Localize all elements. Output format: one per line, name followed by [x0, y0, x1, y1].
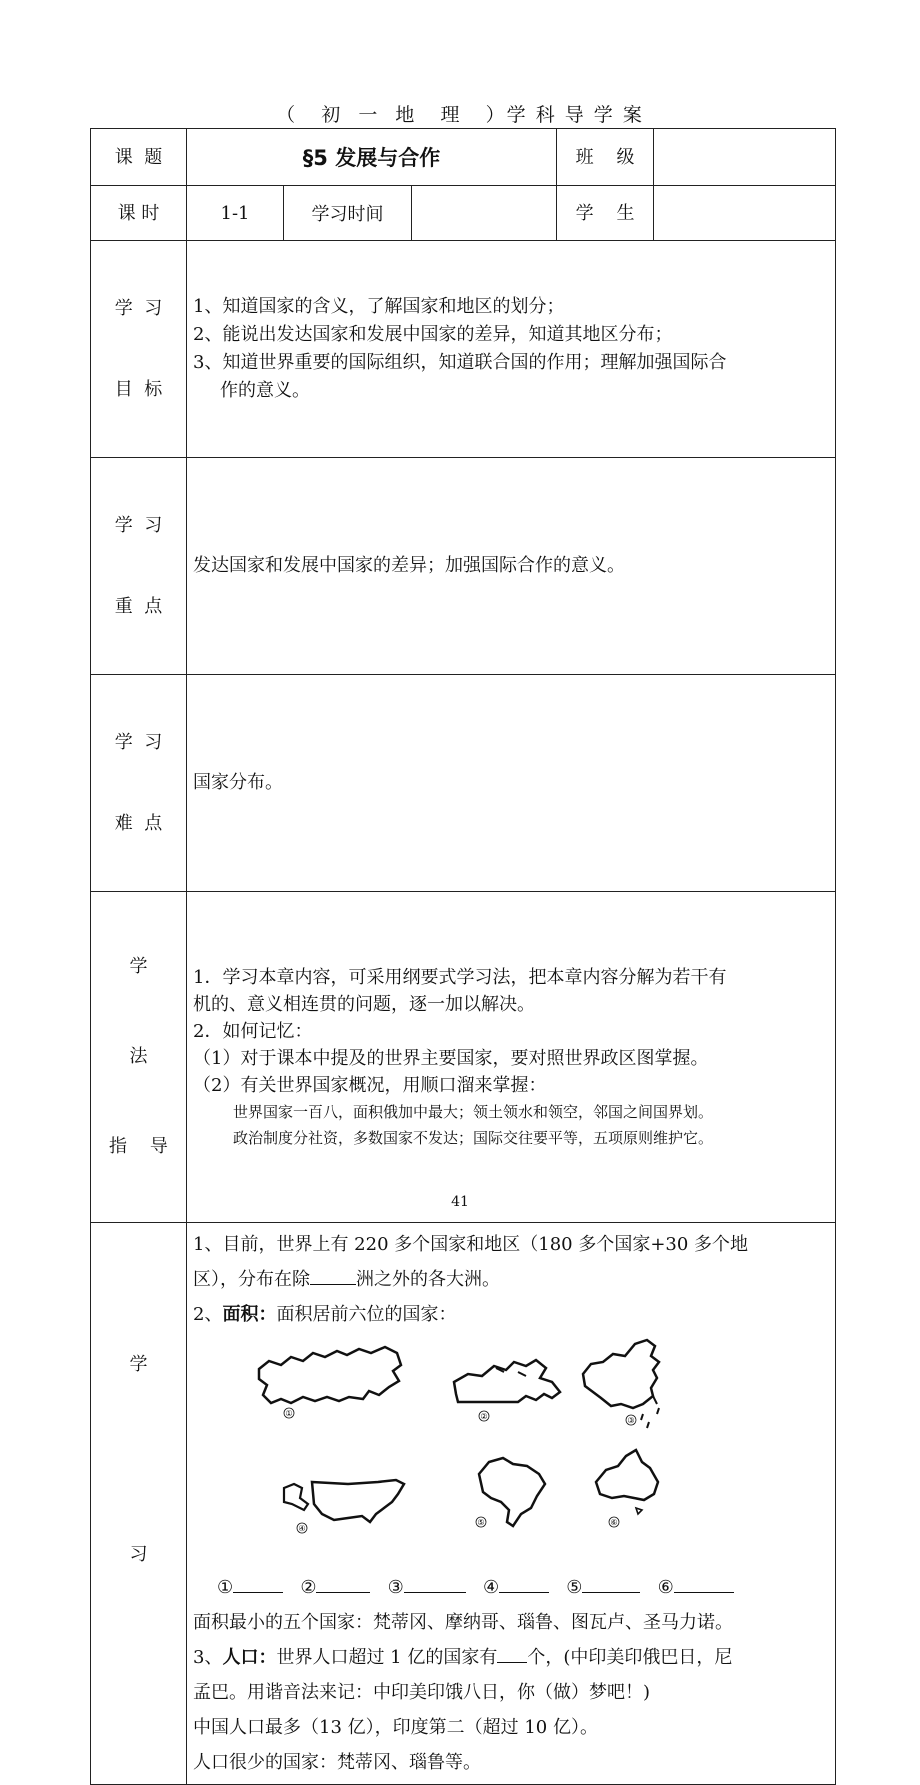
country-maps — [193, 1334, 829, 1570]
rhyme-line: 世界国家一百八，面积俄加中最大；领土领水和领空，邻国之间国界划。 — [233, 1102, 714, 1121]
russia-map — [251, 1339, 411, 1427]
page-number: 41 — [451, 1194, 469, 1210]
svg-text:⑥: ⑥ — [610, 1518, 618, 1527]
objective-item: 3、知道世界重要的国际组织，知道联合国的作用；理解加强国际合 — [193, 352, 727, 373]
method-content — [187, 892, 836, 1223]
canada-map — [448, 1354, 568, 1434]
svg-text:③: ③ — [627, 1416, 635, 1425]
smallest-countries-line: 面积最小的五个国家：梵蒂冈、摩纳哥、瑙鲁、图瓦卢、圣马力诺。 — [193, 1612, 733, 1633]
continent-blank[interactable] — [310, 1266, 356, 1285]
method-label: 学 法 指 导 — [91, 892, 187, 1223]
usa-map — [278, 1474, 413, 1544]
method-line: （2）有关世界国家概况，用顺口溜来掌握： — [193, 1074, 547, 1096]
china-population-line: 中国人口最多（13 亿），印度第二（超过 10 亿）。 — [193, 1717, 598, 1738]
study-guide-table — [90, 128, 836, 1785]
topic-label: 课 题 — [91, 129, 187, 186]
svg-text:①: ① — [285, 1409, 293, 1418]
student-label: 学 生 — [557, 186, 654, 241]
method-line: 1．学习本章内容，可采用纲要式学习法，把本章内容分解为若干有 — [193, 966, 727, 988]
objectives-label: 学 习 目 标 — [91, 241, 187, 458]
small-population-line: 人口很少的国家：梵蒂冈、瑙鲁等。 — [193, 1752, 481, 1773]
item-2-heading: 2、面积：面积居前六位的国家： — [193, 1304, 457, 1325]
svg-text:④: ④ — [298, 1524, 306, 1533]
mnemonic-line: 孟巴。用谐音法来记：中印美印饿八日，你（做）梦吧！) — [193, 1682, 651, 1703]
svg-text:②: ② — [480, 1412, 488, 1421]
study-time-label: 学习时间 — [284, 186, 412, 241]
student-field[interactable] — [654, 186, 836, 241]
focus-content: 发达国家和发展中国家的差异；加强国际合作的意义。 — [187, 458, 836, 675]
focus-label: 学 习 重 点 — [91, 458, 187, 675]
topic-value: §5 发展与合作 — [187, 129, 557, 186]
objective-item: 2、能说出发达国家和发展中国家的差异，知道其地区分布； — [193, 324, 673, 345]
document-title: （ 初 一 地 理 ）学 科 导 学 案 — [276, 104, 644, 126]
study-time-field[interactable] — [412, 186, 557, 241]
method-line: 机的、意义相连贯的问题，逐一加以解决。 — [193, 993, 535, 1015]
period-value: 1-1 — [187, 186, 284, 241]
difficulty-content: 国家分布。 — [187, 675, 836, 892]
class-field[interactable] — [654, 129, 836, 186]
item-1-line-b: 区），分布在除 洲之外的各大洲。 — [193, 1262, 829, 1297]
svg-text:⑤: ⑤ — [477, 1518, 485, 1527]
method-line: （1）对于课本中提及的世界主要国家，要对照世界政区图掌握。 — [193, 1047, 709, 1069]
study-label: 学 习 — [91, 1223, 187, 1785]
method-line: 2．如何记忆： — [193, 1020, 313, 1042]
answer-blank-1[interactable] — [233, 1574, 283, 1593]
answer-blank-6[interactable] — [674, 1574, 734, 1593]
answer-blank-2[interactable] — [316, 1574, 370, 1593]
item-3-heading: 3、人口：世界人口超过 1 亿的国家有 个，(中印美印俄巴日，尼 — [193, 1640, 829, 1675]
item-1-line-a: 1、目前，世界上有 220 多个国家和地区（180 多个国家+30 多个地 — [193, 1234, 749, 1255]
objectives-content — [187, 241, 836, 458]
watermark: www.zixin.com.cn — [318, 581, 680, 665]
objective-item: 作的意义。 — [220, 380, 310, 401]
answer-blank-5[interactable] — [582, 1574, 640, 1593]
answer-blank-4[interactable] — [499, 1574, 549, 1593]
answer-blank-3[interactable] — [404, 1574, 466, 1593]
study-content — [187, 1223, 836, 1785]
china-map — [573, 1334, 673, 1434]
class-label: 班 级 — [557, 129, 654, 186]
australia-map — [588, 1442, 668, 1537]
brazil-map — [471, 1450, 551, 1540]
rhyme-line: 政治制度分社资，多数国家不发达；国际交往要平等，五项原则维护它。 — [233, 1128, 714, 1147]
objective-item: 1、知道国家的含义，了解国家和地区的划分； — [193, 296, 565, 317]
period-label: 课 时 — [91, 186, 187, 241]
answer-blanks-row: ① ② ③ ④ ⑤ ⑥ — [193, 1570, 829, 1605]
difficulty-label: 学 习 难 点 — [91, 675, 187, 892]
population-count-blank[interactable] — [497, 1644, 527, 1663]
